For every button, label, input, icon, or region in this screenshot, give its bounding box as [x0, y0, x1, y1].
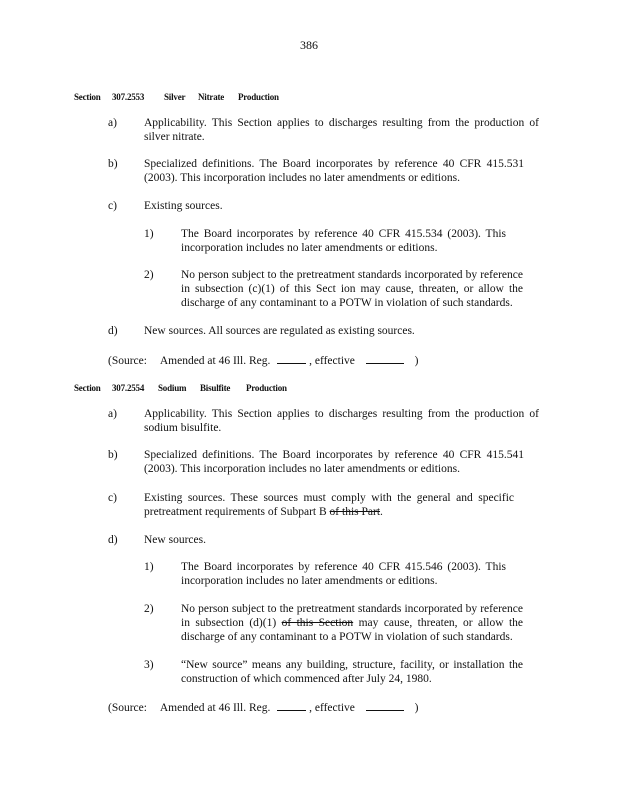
paragraph-text: “New source” means any building, structure, facility, or installation the construction of which commenced after July 24, 1980.	[181, 659, 523, 685]
subsection-text-main: Existing sources. These sources must comply with the general and specific pretreatment requirements of Subpart B	[144, 492, 514, 518]
subsection-label: a)	[108, 408, 117, 420]
section-title-word: Sodium	[158, 383, 187, 393]
paragraph-text	[181, 602, 523, 644]
paragraph-label: 2)	[144, 603, 154, 615]
subsection-text: Applicability. This Section applies to discharges resulting from the production of silver nitrate.	[144, 117, 539, 143]
sentence-end: .	[380, 506, 383, 518]
register-blank	[277, 699, 306, 711]
paragraph-text: No person subject to the pretreatment standards incorporated by reference in subsection (c)(1) of this Sect ion may cause, threaten, or allow the discharge of any contaminant to a POTW in violation of such standards.	[181, 269, 523, 309]
section-title-word: Production	[238, 92, 279, 102]
effective-date-blank	[366, 352, 404, 364]
source-amended: Amended at 46 Ill. Reg.	[159, 702, 271, 714]
subsection-label: b)	[108, 158, 118, 170]
section-number: 307.2553	[112, 92, 145, 102]
paragraph-label: 3)	[144, 659, 154, 671]
source-effective: , effective	[309, 702, 355, 714]
section-title-word: Silver	[164, 92, 186, 102]
paragraph-label: 1)	[144, 228, 154, 240]
source-suffix: )	[414, 702, 419, 714]
source-suffix: )	[414, 355, 419, 367]
subsection-label: d)	[108, 534, 118, 546]
paragraph-text-before: No person subject to the pretreatment standards incorporated by reference in subsection (d)(1)	[181, 603, 523, 629]
section-title-word: Nitrate	[198, 92, 225, 102]
section-word: Section	[74, 383, 101, 393]
subsection-label: a)	[108, 117, 117, 129]
paragraph-label: 1)	[144, 561, 154, 573]
paragraph-label: 2)	[144, 269, 154, 281]
register-blank	[277, 352, 306, 364]
source-effective: , effective	[309, 355, 355, 367]
subsection-text: New sources. All sources are regulated as existing sources.	[144, 325, 415, 337]
subsection-text: Specialized definitions. The Board incorporates by reference 40 CFR 415.531 (2003). This incorporation includes no later amendments or editions.	[144, 158, 524, 184]
struck-text: of this Section	[281, 617, 354, 629]
source-prefix: (Source:	[108, 702, 147, 714]
section-title-word: Production	[246, 383, 287, 393]
section-number: 307.2554	[112, 383, 145, 393]
section-word: Section	[74, 92, 101, 102]
source-note	[108, 352, 418, 368]
subsection-label: b)	[108, 449, 118, 461]
subsection-text: Applicability. This Section applies to discharges resulting from the production of sodium bisulfite.	[144, 408, 539, 434]
source-note	[108, 699, 418, 715]
effective-date-blank	[366, 699, 404, 711]
source-amended: Amended at 46 Ill. Reg.	[159, 355, 271, 367]
section-title-word: Bisulfite	[200, 383, 231, 393]
subsection-label: c)	[108, 200, 117, 212]
subsection-label: d)	[108, 325, 118, 337]
subsection-text: New sources.	[144, 534, 206, 546]
subsection-label: c)	[108, 492, 117, 504]
subsection-text	[144, 491, 514, 519]
subsection-text: Specialized definitions. The Board incorporates by reference 40 CFR 415.541 (2003). This incorporation includes no later amendments or editions.	[144, 449, 524, 475]
paragraph-text-after: may cause, threaten, or allow the discharge of any contaminant to a POTW in violation of such standards.	[181, 617, 524, 643]
subsection-text: Existing sources.	[144, 200, 223, 212]
struck-text: of this Part	[329, 506, 381, 518]
paragraph-text: The Board incorporates by reference 40 CFR 415.534 (2003). This incorporation includes no later amendments or editions.	[181, 228, 506, 254]
page-number: 386	[300, 38, 318, 52]
source-prefix: (Source:	[108, 355, 147, 367]
paragraph-text: The Board incorporates by reference 40 CFR 415.546 (2003). This incorporation includes no later amendments or editions.	[181, 561, 506, 587]
